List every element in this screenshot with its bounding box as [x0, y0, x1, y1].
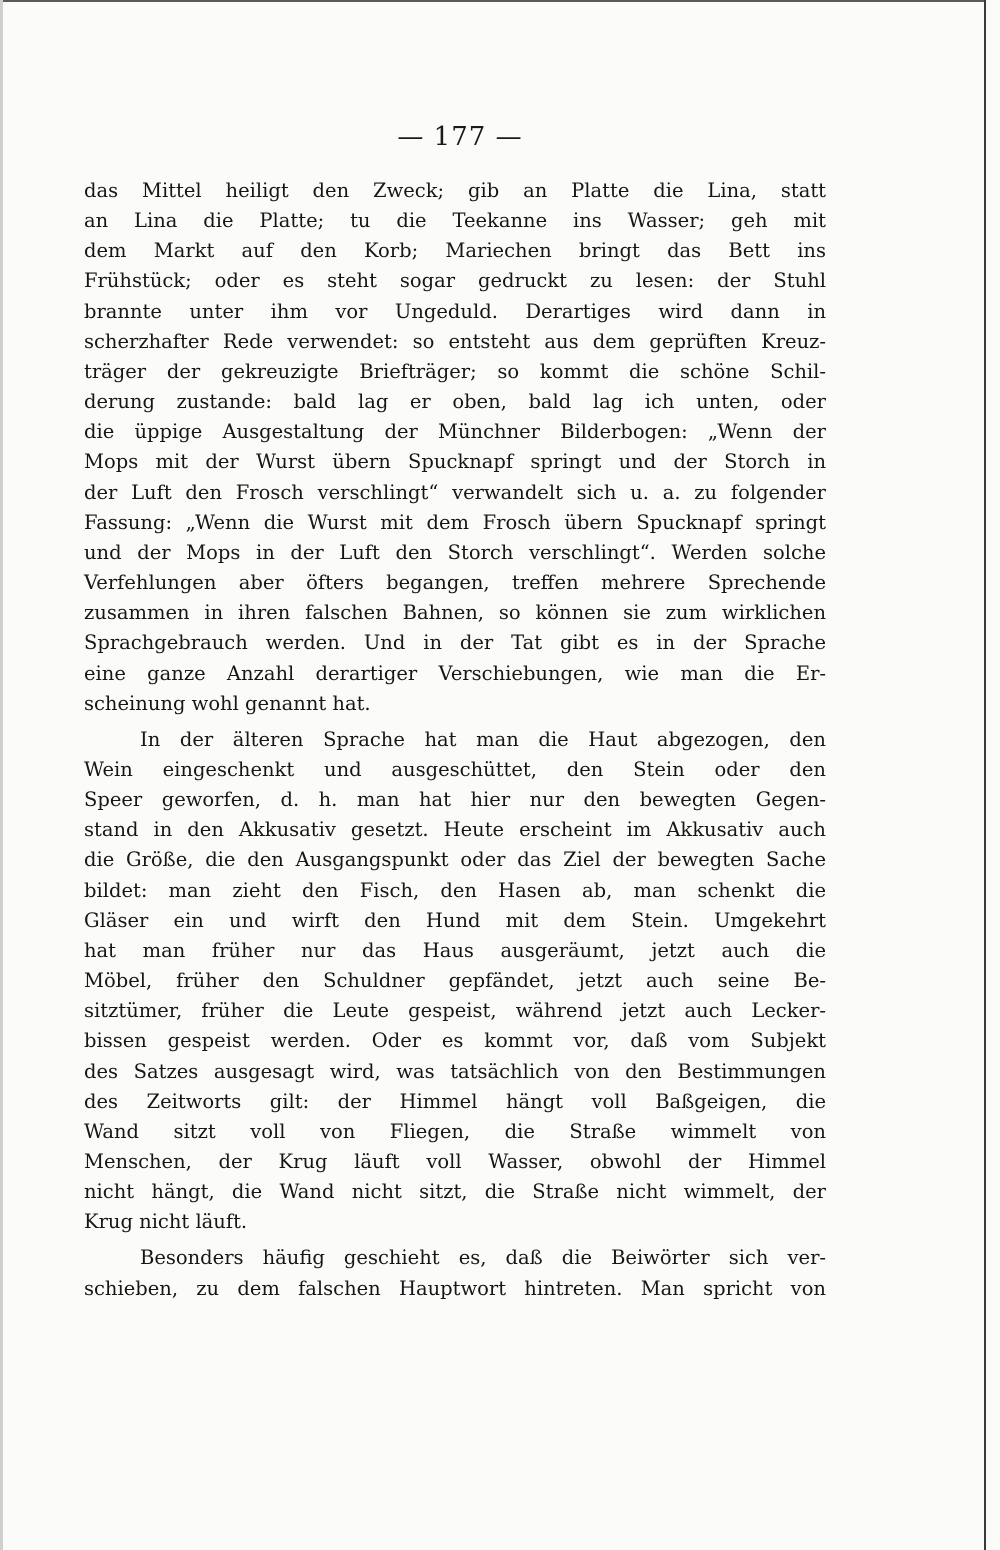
text-line: sitztümer, früher die Leute gespeist, während jetzt auch Lecker- [84, 999, 826, 1023]
text-line: bildet: man zieht den Fisch, den Hasen ab, man schenkt die [84, 878, 826, 902]
paragraph-2 [84, 725, 826, 1238]
text-line: schieben, zu dem falschen Hauptwort hintreten. Man spricht von [84, 1276, 826, 1300]
text-line: des Satzes ausgesagt wird, was tatsächlich von den Bestimmungen [84, 1059, 826, 1083]
paragraph-1 [84, 176, 826, 719]
text-line: bissen gespeist werden. Oder es kommt vor, daß vom Subjekt [84, 1029, 826, 1053]
scan-edge-left [0, 0, 3, 1550]
text-line: Verfehlungen aber öfters begangen, treffen mehrere Sprechende [84, 571, 826, 595]
text-line: und der Mops in der Luft den Storch verschlingt“. Werden solche [84, 540, 826, 564]
text-line: Krug nicht läuft. [84, 1210, 248, 1234]
text-line: Besonders häufig geschieht es, daß die Beiwörter sich ver- [140, 1246, 826, 1270]
scan-edge-top [0, 0, 986, 2]
text-line: Fassung: „Wenn die Wurst mit dem Frosch übern Spucknapf springt [84, 510, 826, 534]
text-line: Möbel, früher den Schuldner gepfändet, jetzt auch seine Be- [84, 969, 826, 993]
text-line: die Größe, die den Ausgangspunkt oder das Ziel der bewegten Sache [84, 848, 826, 872]
text-line: stand in den Akkusativ gesetzt. Heute erscheint im Akkusativ auch [84, 818, 826, 842]
text-line: des Zeitworts gilt: der Himmel hängt voll Baßgeigen, die [84, 1089, 826, 1113]
text-line: Sprachgebrauch werden. Und in der Tat gibt es in der Sprache [84, 631, 826, 655]
text-line: brannte unter ihm vor Ungeduld. Derartiges wird dann in [84, 299, 826, 323]
text-line: zusammen in ihren falschen Bahnen, so können sie zum wirklichen [84, 601, 826, 625]
text-line: nicht hängt, die Wand nicht sitzt, die Straße nicht wimmelt, der [84, 1180, 826, 1204]
page-number: — 177 — [397, 122, 523, 152]
text-line: Frühstück; oder es steht sogar gedruckt zu lesen: der Stuhl [84, 269, 826, 293]
text-line: Gläser ein und wirft den Hund mit dem Stein. Umgekehrt [84, 908, 826, 932]
text-line: an Lina die Platte; tu die Teekanne ins Wasser; geh mit [84, 209, 826, 233]
text-line: scheinung wohl genannt hat. [84, 691, 371, 715]
text-line: Mops mit der Wurst übern Spucknapf springt und der Storch in [84, 450, 826, 474]
text-line: die üppige Ausgestaltung der Münchner Bilderbogen: „Wenn der [84, 420, 826, 444]
body-text [84, 176, 826, 1304]
text-line: eine ganze Anzahl derartiger Verschiebungen, wie man die Er- [84, 661, 826, 685]
text-line: der Luft den Frosch verschlingt“ verwandelt sich u. a. zu folgender [84, 480, 826, 504]
text-line: Speer geworfen, d. h. man hat hier nur den bewegten Gegen- [84, 788, 826, 812]
text-line: derung zustande: bald lag er oben, bald lag ich unten, oder [84, 390, 826, 414]
text-line: Wein eingeschenkt und ausgeschüttet, den Stein oder den [84, 757, 826, 781]
text-line: Menschen, der Krug läuft voll Wasser, obwohl der Himmel [84, 1150, 826, 1173]
text-line: träger der gekreuzigte Briefträger; so kommt die schöne Schil- [84, 359, 826, 383]
text-line: In der älteren Sprache hat man die Haut abgezogen, den [140, 727, 826, 751]
text-line: dem Markt auf den Korb; Mariechen bringt das Bett ins [84, 239, 826, 263]
text-line: Wand sitzt voll von Fliegen, die Straße wimmelt von [84, 1119, 826, 1143]
text-line: das Mittel heiligt den Zweck; gib an Platte die Lina, statt [84, 179, 826, 202]
scan-edge-right [984, 0, 986, 1550]
text-line: hat man früher nur das Haus ausgeräumt, jetzt auch die [84, 938, 826, 962]
paragraph-3 [84, 1243, 826, 1303]
text-line: scherzhafter Rede verwendet: so entsteht aus dem geprüften Kreuz- [84, 329, 826, 353]
